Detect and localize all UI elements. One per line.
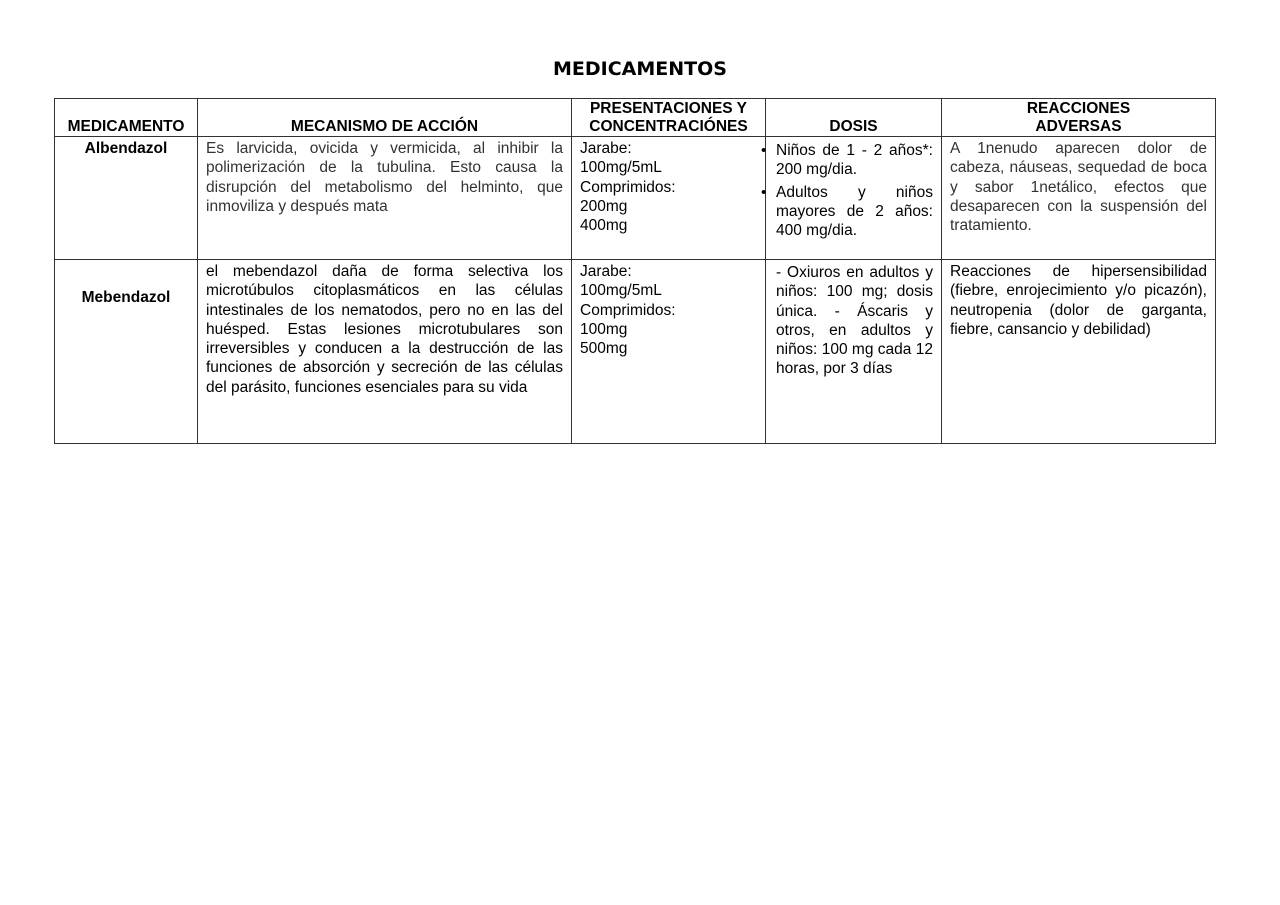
presentation-line: Comprimidos:	[580, 178, 676, 196]
header-reacciones: REACCIONES ADVERSAS	[942, 99, 1216, 137]
adverse-reactions-cell: A 1nenudo aparecen dolor de cabeza, náuseas, sequedad de boca y sabor 1netálico, efectos que desaparecen con la suspensión del tratamiento.	[942, 137, 1216, 260]
dose-list	[776, 141, 933, 240]
presentation-line: 100mg/5mL	[580, 282, 662, 300]
presentation-line: 200mg	[580, 197, 628, 215]
dose-cell: - Oxiuros en adultos y niños: 100 mg; dosis única. - Áscaris y otros, en adultos y niños: 100 mg cada 12 horas, por 3 días	[766, 260, 942, 444]
mechanism-cell: el mebendazol daña de forma selectiva los microtúbulos citoplasmáticos en las células intestinales de los nematodos, pero no en las del huésped. Estas lesiones microtubulares son irreversibles y conducen a la destrucción de las funciones de absorción y secreción de las células del parásito, funciones esenciales para su vida	[198, 260, 572, 444]
dose-item: • Adultos y niños mayores de 2 años: 400 mg/dia.	[776, 183, 933, 241]
dose-cell	[766, 137, 942, 260]
table-header-row	[55, 99, 1216, 137]
drug-name: Mebendazol	[55, 260, 198, 444]
table-row	[55, 137, 1216, 260]
presentation-line: Jarabe:	[580, 263, 632, 280]
mechanism-cell: Es larvicida, ovicida y vermicida, al inhibir la polimerización de la tubulina. Esto causa la disrupción del metabolismo del helminto, que inmoviliza y después mata	[198, 137, 572, 260]
header-medicamento: MEDICAMENTO	[55, 99, 198, 137]
presentation-line: Comprimidos:	[580, 301, 676, 319]
drug-name: Albendazol	[55, 137, 198, 260]
header-presentaciones: PRESENTACIONES Y CONCENTRACIÓNES	[572, 99, 766, 137]
table-row	[55, 260, 1216, 444]
adverse-reactions-cell: Reacciones de hipersensibilidad (fiebre, enrojecimiento y/o picazón), neutropenia (dolor de garganta, fiebre, cansancio y debilidad)	[942, 260, 1216, 444]
header-mecanismo: MECANISMO DE ACCIÓN	[198, 99, 572, 137]
header-dosis: DOSIS	[766, 99, 942, 137]
medications-table	[54, 98, 1216, 444]
dose-item: • Niños de 1 - 2 años*: 200 mg/dia.	[776, 141, 933, 180]
presentations-cell	[572, 137, 766, 260]
presentation-line: 100mg/5mL	[580, 159, 662, 177]
page-title: MEDICAMENTOS	[553, 58, 727, 80]
presentation-line: Jarabe:	[580, 140, 632, 157]
presentations-cell	[572, 260, 766, 444]
presentation-line: 100mg	[580, 320, 628, 338]
presentation-line: 400mg	[580, 217, 628, 235]
presentation-line: 500mg	[580, 340, 628, 358]
